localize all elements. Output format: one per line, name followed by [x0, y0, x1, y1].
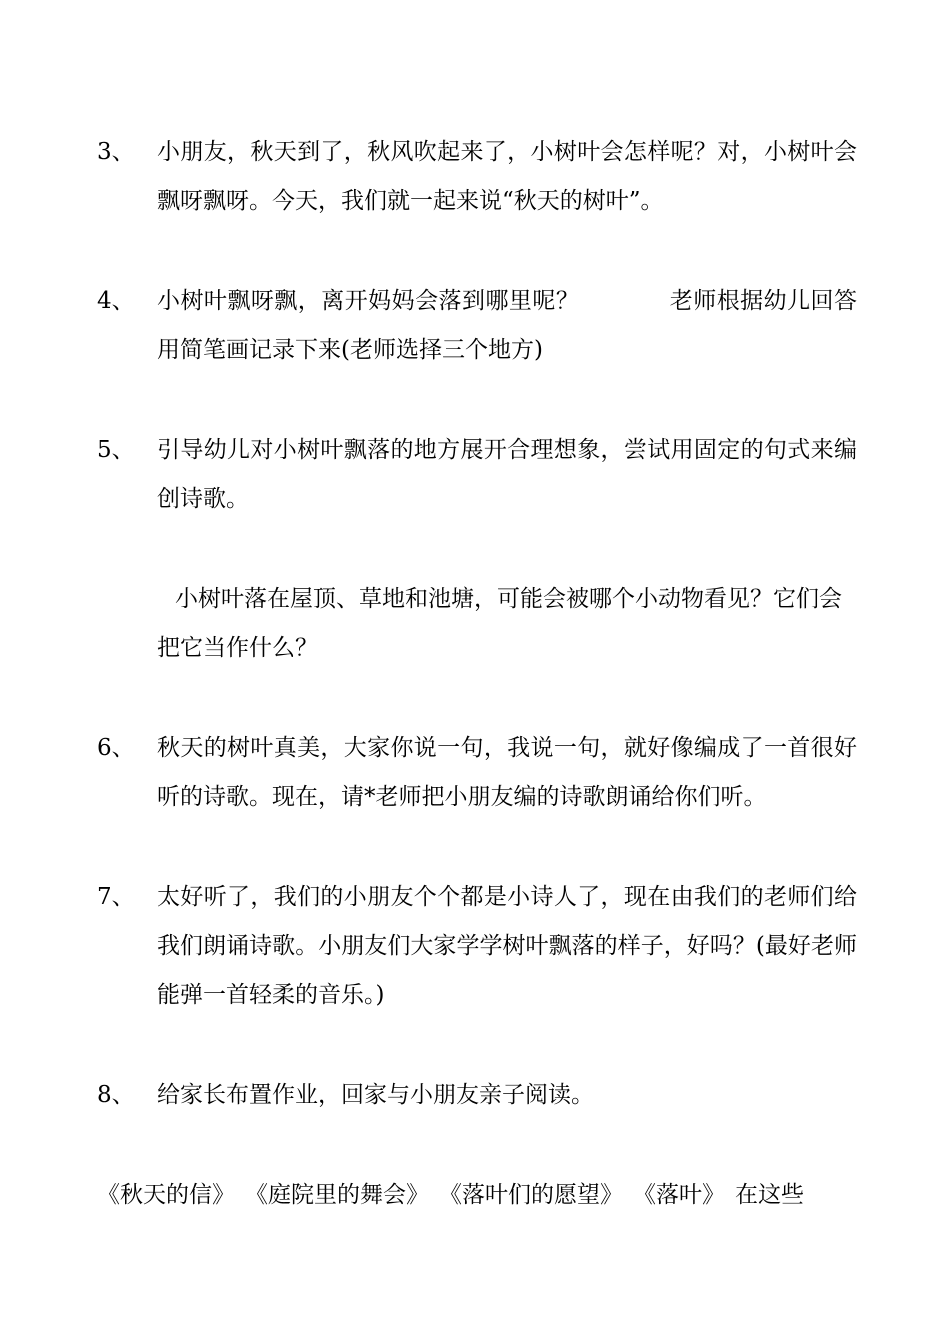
list-item-7 [97, 873, 857, 1020]
item-number: 8、 [97, 1082, 135, 1108]
sub-paragraph: 小树叶落在屋顶、草地和池塘，可能会被哪个小动物看见？它们会把它当作什么？ [157, 586, 842, 661]
list-item-3 [97, 128, 857, 226]
book-list-tail: 在这些 [735, 1182, 804, 1208]
item-text: 给家长布置作业，回家与小朋友亲子阅读。 [157, 1082, 594, 1108]
list-item-6 [97, 724, 857, 822]
item-number: 7、 [97, 884, 135, 910]
item-text [157, 277, 857, 375]
item-number: 6、 [97, 735, 135, 761]
list-item-5 [97, 426, 857, 524]
item-text-instruction: 老师根据幼儿回答用简笔画记录下来(老师选择三个地方) [157, 288, 858, 363]
book-title: 《庭院里的舞会》 [245, 1182, 429, 1208]
item-text: 小朋友，秋天到了，秋风吹起来了，小树叶会怎样呢？对，小树叶会飘呀飘呀。今天，我们就一起来说“秋天的树叶”。 [157, 139, 857, 214]
list-item-4 [97, 277, 857, 375]
book-list-line [97, 1171, 857, 1220]
book-title: 《落叶们的愿望》 [439, 1182, 623, 1208]
item-text: 引导幼儿对小树叶飘落的地方展开合理想象，尝试用固定的句式来编创诗歌。 [157, 437, 857, 512]
book-title: 《秋天的信》 [97, 1182, 235, 1208]
item-text-question: 小树叶飘呀飘，离开妈妈会落到哪里呢？ [157, 288, 580, 314]
item-number: 3、 [97, 139, 135, 165]
item-number: 5、 [97, 437, 135, 463]
book-title: 《落叶》 [633, 1182, 725, 1208]
item-number: 4、 [97, 288, 135, 314]
item-text: 太好听了，我们的小朋友个个都是小诗人了，现在由我们的老师们给我们朗诵诗歌。小朋友们大家学学树叶飘落的样子，好吗？(最好老师能弹一首轻柔的音乐。) [157, 884, 857, 1008]
list-item-8 [97, 1071, 857, 1120]
item-text: 秋天的树叶真美，大家你说一句，我说一句，就好像编成了一首很好听的诗歌。现在，请*老师把小朋友编的诗歌朗诵给你们听。 [157, 735, 857, 810]
